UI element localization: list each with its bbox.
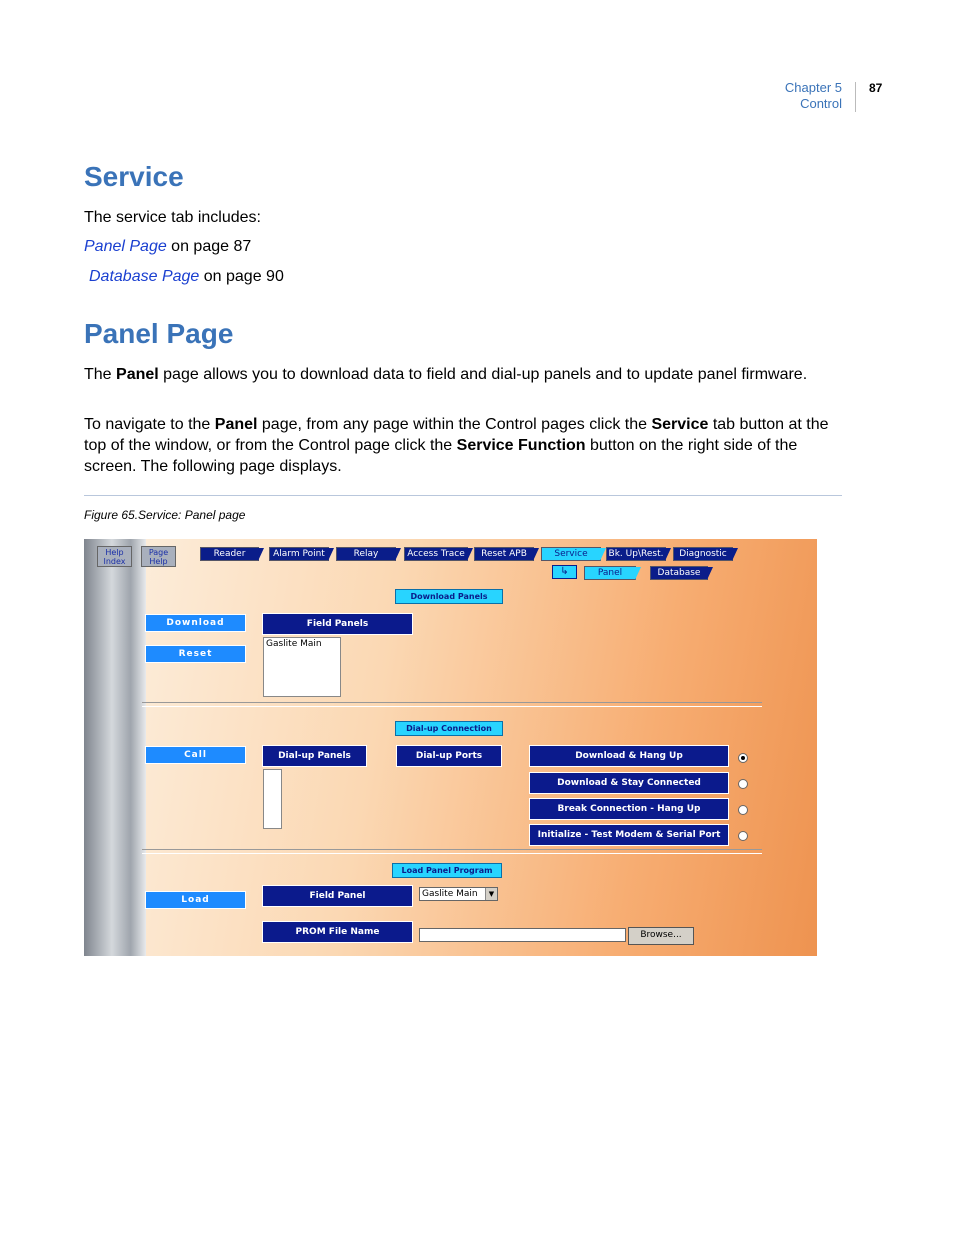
figure-caption: Figure 65.Service: Panel page [84,508,246,522]
chevron-down-icon[interactable]: ▼ [485,888,497,900]
download-button[interactable]: Download [145,614,246,632]
download-hang-up-option[interactable]: Download & Hang Up [529,745,729,767]
field-panels-header: Field Panels [262,613,413,635]
load-button[interactable]: Load [145,891,246,909]
database-page-link[interactable]: Database Page [89,268,200,285]
call-button[interactable]: Call [145,746,246,764]
page-help-button[interactable]: Page Help [141,546,176,567]
section-label: Control [800,96,842,111]
download-stay-connected-radio[interactable] [738,779,748,789]
tab-service[interactable]: Service [541,547,601,561]
tab-backup-restore[interactable]: Bk. Up\Rest. [606,547,666,561]
return-arrow-icon[interactable]: ↳ [552,565,577,579]
download-panels-label: Download Panels [395,589,503,604]
browse-button[interactable]: Browse... [628,927,694,945]
page-number: 87 [869,81,883,95]
tab-access-trace[interactable]: Access Trace [404,547,468,561]
dialup-panels-header: Dial-up Panels [262,745,367,767]
download-hang-up-radio[interactable] [738,753,748,763]
prom-file-input[interactable] [419,928,626,942]
service-heading: Service [84,161,184,192]
running-header [700,80,842,112]
field-panels-list[interactable] [263,637,341,697]
figure-rule [84,495,842,496]
panel-page-heading: Panel Page [84,318,234,349]
download-stay-connected-option[interactable]: Download & Stay Connected [529,772,729,794]
chapter-label: Chapter 5 [784,80,842,95]
field-panel-select[interactable]: Gaslite Main ▼ [419,887,498,901]
load-panel-program-label: Load Panel Program [392,863,502,878]
subtab-database[interactable]: Database [650,566,708,580]
service-intro: The service tab includes: [84,209,261,226]
list-item[interactable]: Gaslite Main [266,639,322,649]
break-connection-radio[interactable] [738,805,748,815]
dialup-panels-list[interactable] [263,769,282,829]
section-divider [142,702,762,707]
prom-file-name-label: PROM File Name [262,921,413,943]
dialup-connection-label: Dial-up Connection [395,721,503,736]
tab-relay[interactable]: Relay [336,547,396,561]
tab-reader[interactable]: Reader [200,547,259,561]
field-panel-label: Field Panel [262,885,413,907]
metal-sidebar [84,539,146,956]
panel-page-link[interactable]: Panel Page [84,238,167,255]
tab-diagnostic[interactable]: Diagnostic [673,547,733,561]
subtab-panel[interactable]: Panel [584,566,636,580]
tab-alarm-point[interactable]: Alarm Point [269,547,329,561]
help-index-button[interactable]: Help Index [97,546,132,567]
panel-page-xref: Panel Page on page 87 [84,238,252,255]
database-page-xref: Database Page on page 90 [89,268,284,285]
break-connection-option[interactable]: Break Connection - Hang Up [529,798,729,820]
initialize-modem-option[interactable]: Initialize - Test Modem & Serial Port [529,824,729,846]
service-panel-screenshot [84,539,817,956]
reset-button[interactable]: Reset [145,645,246,663]
tab-reset-apb[interactable]: Reset APB [474,547,534,561]
header-divider [855,82,856,112]
panel-page-para-2: To navigate to the Panel page, from any page within the Control pages click the Service tab button at the top of the window, or from the Control page click the Service Function button on the right side of the screen. The following page displays. [84,416,829,475]
dialup-ports-header: Dial-up Ports [396,745,502,767]
panel-page-para-1: The Panel page allows you to download data to field and dial-up panels and to update panel firmware. [84,366,808,383]
section-divider [142,849,762,854]
initialize-modem-radio[interactable] [738,831,748,841]
